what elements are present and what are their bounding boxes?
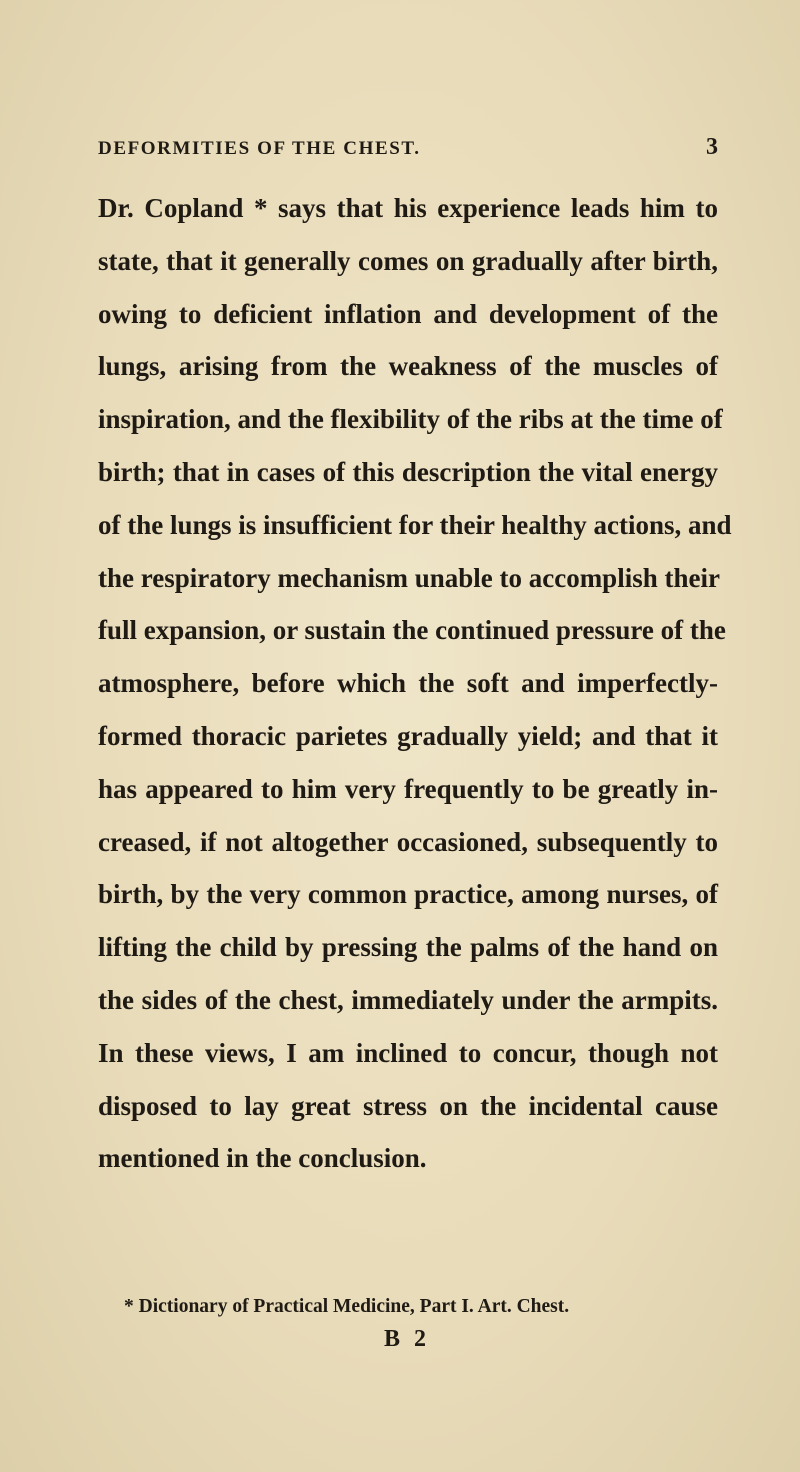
text-line: has appeared to him very frequently to be greatly in- (98, 773, 718, 804)
text-line: creased, if not altogether occasioned, subsequently to (98, 826, 718, 857)
text-line: Dr. Copland * says that his experience leads him to (98, 193, 718, 223)
page-number: 3 (706, 134, 718, 160)
text-line: lungs, arising from the weakness of the muscles of (98, 351, 718, 382)
text-line: formed thoracic parietes gradually yield; and that it (98, 720, 718, 751)
text-line: disposed to lay great stress on the incidental cause (98, 1090, 718, 1121)
text-line: the sides of the chest, immediately under the armpits. (98, 984, 718, 1015)
text-line: mentioned in the conclusion. (98, 1143, 427, 1174)
text-line: birth; that in cases of this description the vital energy (98, 456, 718, 487)
text-line: lifting the child by pressing the palms of the hand on (98, 932, 718, 963)
running-head: DEFORMITIES OF THE CHEST. (98, 138, 421, 159)
text-line: In these views, I am inclined to concur, though not (98, 1037, 718, 1068)
text-line: owing to deficient inflation and development of the (98, 298, 718, 329)
text-line: inspiration, and the flexibility of the ribs at the time of (98, 404, 723, 435)
text-line: full expansion, or sustain the continued pressure of the (98, 615, 726, 646)
text-line: state, that it generally comes on gradually after birth, (98, 245, 718, 276)
signature-mark: B 2 (384, 1326, 431, 1352)
page-header (98, 134, 718, 168)
text-line: of the lungs is insufficient for their healthy actions, and (98, 509, 732, 540)
body-text (98, 182, 732, 1185)
text-line: atmosphere, before which the soft and imperfectly- (98, 668, 718, 699)
text-line: birth, by the very common practice, among nurses, of (98, 879, 718, 910)
text-line: the respiratory mechanism unable to accomplish their (98, 562, 720, 593)
footnote: * Dictionary of Practical Medicine, Part I. Art. Chest. (124, 1296, 570, 1317)
